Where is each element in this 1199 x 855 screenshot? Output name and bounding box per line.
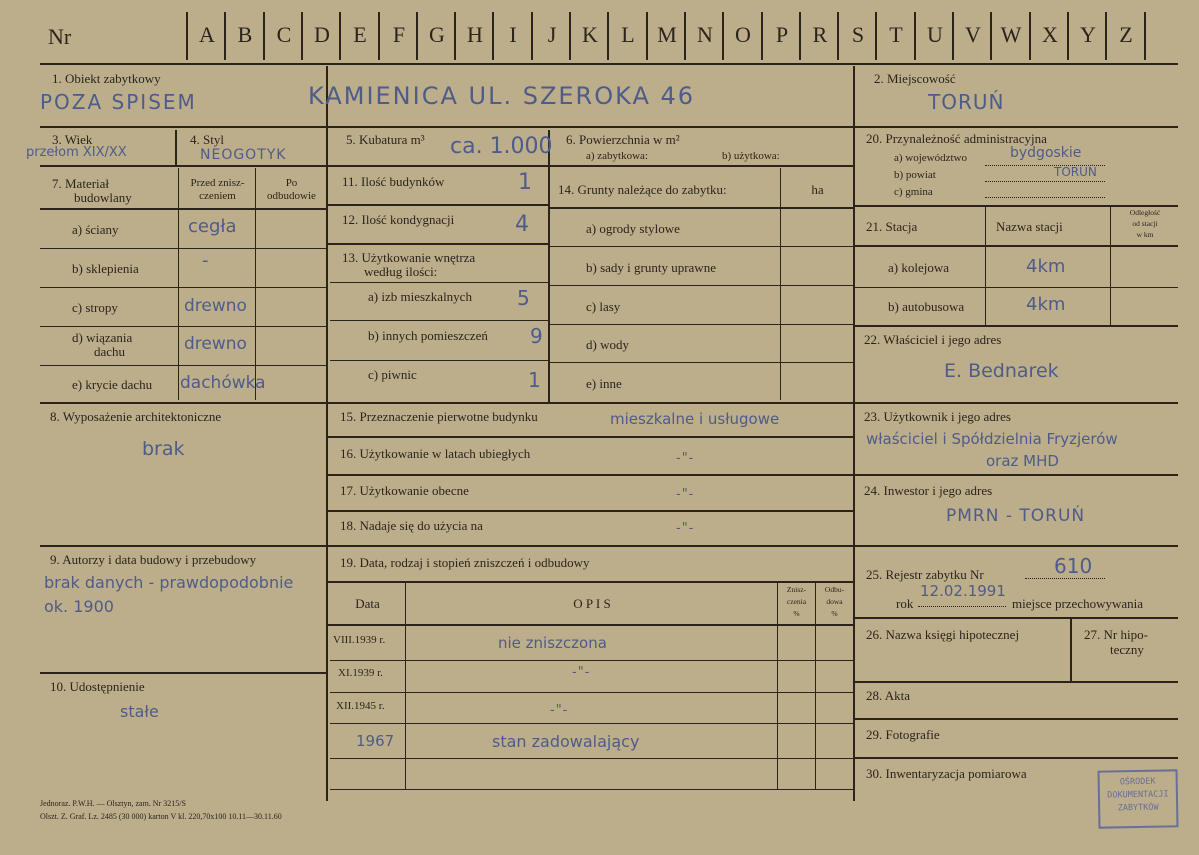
index-letter-p: P: [775, 22, 789, 47]
s6-label: 6. Powierzchnia w m²: [566, 132, 680, 147]
s24-label: 24. Inwestor i jego adres: [864, 483, 993, 498]
s19-col-destr-3: %: [793, 609, 800, 618]
s19-row-1-date: VIII.1939 r.: [333, 634, 386, 646]
divider: [328, 436, 853, 438]
s12-label: 12. Ilość kondygnacji: [342, 212, 455, 227]
s7-row-d-label-2: dachu: [94, 344, 126, 359]
divider: [40, 365, 326, 366]
s23-value-2: oraz MHD: [986, 452, 1059, 470]
divider: [40, 326, 326, 327]
divider: [40, 165, 326, 167]
divider: [855, 617, 1178, 619]
index-letter-v: V: [965, 22, 981, 47]
index-letter-h: H: [467, 22, 483, 47]
divider: [175, 130, 177, 165]
s25-year-label: rok: [896, 596, 914, 611]
s19-row-3-date: XII.1945 r.: [336, 700, 385, 712]
divider: [550, 285, 853, 286]
s21-col-dist-1: Odległość: [1129, 208, 1161, 217]
s7-col-before-2: czeniem: [199, 190, 236, 202]
divider: [550, 207, 853, 209]
s30-label: 30. Inwentaryzacja pomiarowa: [866, 766, 1027, 781]
s20-a-label: a) województwo: [894, 152, 968, 164]
s7-row-e-value: dachówka: [180, 373, 266, 393]
s19-row-1-desc: nie zniszczona: [498, 634, 607, 652]
s21-bus-value: 4km: [1026, 294, 1066, 315]
index-letter-j: J: [547, 22, 557, 47]
divider: [40, 287, 326, 288]
s25-year-value: 12.02.1991: [920, 582, 1006, 600]
s13-c-label: c) piwnic: [368, 367, 417, 382]
divider: [40, 672, 326, 674]
divider: [855, 474, 1178, 476]
s7-row-a-value: cegła: [188, 216, 237, 237]
s3-label: 3. Wiek: [52, 132, 93, 147]
s20-b-value: TORUŃ: [1054, 165, 1097, 179]
index-letter-g: G: [429, 22, 445, 47]
s7-row-d-value: drewno: [184, 334, 247, 354]
s7-row-c-value: drewno: [184, 296, 247, 316]
s13-b-value: 9: [530, 324, 544, 348]
s20-label: 20. Przynależność administracyjna: [866, 131, 1047, 146]
s21-rail-value: 4km: [1026, 256, 1066, 277]
s14-row-d: d) wody: [586, 337, 629, 352]
s21-col-dist-2: od stacji: [1132, 219, 1158, 228]
divider: [855, 757, 1178, 759]
s20-a-value: bydgoskie: [1010, 145, 1082, 161]
divider: [328, 624, 853, 626]
dotted-line: [985, 197, 1105, 198]
divider: [326, 66, 328, 801]
s18-label: 18. Nadaje się do użycia na: [340, 518, 483, 533]
letter-divider: [1144, 12, 1146, 60]
s9-value-2: ok. 1900: [44, 597, 114, 616]
index-letter-e: E: [353, 22, 367, 47]
divider: [1070, 619, 1072, 681]
divider: [855, 325, 1178, 327]
s9-label: 9. Autorzy i data budowy i przebudowy: [50, 552, 257, 567]
s19-col-rebuild-1: Odbu-: [824, 585, 845, 594]
office-stamp: [1098, 769, 1179, 828]
index-letter-r: R: [812, 22, 828, 47]
s7-row-e-label: e) krycie dachu: [72, 377, 153, 392]
index-letter-y: Y: [1080, 22, 1096, 47]
s19-row-4-date: 1967: [356, 732, 395, 750]
index-letter-s: S: [851, 22, 865, 47]
s7-col-after-2: odbudowie: [267, 190, 316, 202]
s7-col-before: Przed znisz-: [190, 177, 245, 189]
index-letter-f: F: [392, 22, 406, 47]
index-letter-b: B: [237, 22, 253, 47]
index-letter-o: O: [735, 22, 751, 47]
s14-row-b: b) sady i grunty uprawne: [586, 260, 716, 275]
divider: [40, 208, 326, 210]
s6-b-label: b) użytkowa:: [722, 150, 780, 162]
s13-c-value: 1: [528, 368, 542, 392]
divider: [328, 474, 853, 476]
s27-label-1: 27. Nr hipo-: [1084, 627, 1148, 642]
dotted-line: [985, 181, 1105, 182]
stamp-line-2: DOKUMENTACJI: [1107, 789, 1169, 801]
s9-value-1: brak danych - prawdopodobnie: [44, 573, 294, 592]
s24-value: PMRN - TORUŃ: [946, 506, 1086, 526]
divider: [855, 681, 1178, 683]
s10-label: 10. Udostępnienie: [50, 679, 145, 694]
s23-label: 23. Użytkownik i jego adres: [864, 409, 1011, 424]
s8-label: 8. Wyposażenie architektoniczne: [50, 409, 222, 424]
s4-value: NEOGOTYK: [200, 147, 287, 163]
index-letter-w: W: [1000, 22, 1022, 47]
s19-row-2-desc: -"-: [572, 665, 591, 680]
divider: [328, 243, 548, 245]
s11-label: 11. Ilość budynków: [342, 174, 445, 189]
s7-label-2: budowlany: [74, 190, 132, 205]
stamp-line-3: ZABYTKÓW: [1117, 802, 1159, 814]
divider: [40, 248, 326, 249]
divider: [330, 789, 853, 790]
s21-label: 21. Stacja: [866, 219, 918, 234]
s19-col-destr-2: czenia: [786, 597, 807, 606]
s19-col-desc: O P I S: [573, 596, 611, 611]
index-letter-c: C: [276, 22, 292, 47]
index-letter-t: T: [889, 22, 903, 47]
s19-col-date: Data: [355, 596, 380, 611]
index-letter-l: L: [621, 22, 635, 47]
divider: [330, 660, 853, 661]
s7-label-1: 7. Materiał: [52, 176, 110, 191]
s28-label: 28. Akta: [866, 688, 911, 703]
index-letter-x: X: [1042, 22, 1058, 47]
s7-row-d-label: d) wiązania: [72, 330, 133, 345]
footer-line-2: Olszt. Z. Graf. Lz. 2485 (30 000) karton V kl. 220,70x100 10.11—30.11.60: [40, 812, 282, 821]
s14-row-e: e) inne: [586, 376, 622, 391]
divider: [853, 66, 855, 801]
s7-row-a-label: a) ściany: [72, 222, 119, 237]
s22-value: E. Bednarek: [944, 360, 1059, 382]
s2-label: 2. Miejscowość: [874, 71, 956, 86]
s14-unit: ha: [811, 182, 824, 197]
divider: [1110, 207, 1111, 325]
s22-label: 22. Właściciel i jego adres: [864, 332, 1002, 347]
header-rule: [40, 63, 1178, 65]
s18-value: -"-: [676, 521, 695, 536]
s1-label: 1. Obiekt zabytkowy: [52, 71, 161, 86]
s20-c-label: c) gmina: [894, 186, 933, 198]
nr-label: Nr: [48, 24, 72, 49]
divider: [330, 320, 548, 321]
s21-col-dist-3: w km: [1136, 230, 1154, 239]
dotted-line: [918, 606, 1006, 607]
divider: [985, 207, 986, 325]
s19-col-destr-1: Znisz-: [786, 585, 807, 594]
s19-row-3-desc: -"-: [550, 703, 569, 718]
divider: [550, 362, 853, 363]
s16-value: -"-: [676, 451, 695, 466]
index-letter-d: D: [314, 22, 330, 47]
s2-value: TORUŃ: [928, 90, 1005, 114]
divider: [330, 282, 548, 283]
s12-value: 4: [515, 212, 530, 237]
divider: [780, 168, 781, 400]
index-letter-i: I: [509, 22, 517, 47]
divider: [550, 246, 853, 247]
s15-label: 15. Przeznaczenie pierwotne budynku: [340, 409, 538, 424]
s17-label: 17. Użytkowanie obecne: [340, 483, 469, 498]
s19-row-2-date: XI.1939 r.: [338, 667, 383, 679]
stamp-line-1: OŚRODEK: [1119, 776, 1156, 788]
s25-label: 25. Rejestr zabytku Nr: [866, 567, 984, 582]
s13-b-label: b) innych pomieszczeń: [368, 328, 488, 343]
s27-label-2: teczny: [1110, 642, 1144, 657]
divider: [855, 287, 1178, 288]
divider: [330, 360, 548, 361]
s19-col-rebuild-2: dowa: [826, 597, 843, 606]
s5-label: 5. Kubatura m³: [346, 132, 425, 147]
s21-col-name: Nazwa stacji: [996, 219, 1063, 234]
footer-line-1: Jednoraz. P.W.H. — Olsztyn, zam. Nr 3215/S: [40, 799, 186, 808]
divider: [330, 692, 853, 693]
divider: [40, 402, 1178, 404]
s10-value: stałe: [120, 702, 159, 721]
divider: [40, 126, 1178, 128]
index-letter-m: M: [657, 22, 677, 47]
s23-value-1: właściciel i Spółdzielnia Fryzjerów: [866, 430, 1118, 448]
s29-label: 29. Fotografie: [866, 727, 940, 742]
index-letter-k: K: [582, 22, 598, 47]
s8-value: brak: [142, 438, 185, 460]
s17-value: -"-: [676, 487, 695, 502]
s14-label: 14. Grunty należące do zabytku:: [558, 182, 727, 197]
divider: [328, 165, 853, 167]
s15-value: mieszkalne i usługowe: [610, 410, 780, 428]
divider: [328, 581, 853, 583]
s1-value: KAMIENICA UL. SZEROKA 46: [308, 82, 696, 110]
s13-label-1: 13. Użytkowanie wnętrza: [342, 250, 476, 265]
index-letter-z: Z: [1119, 22, 1133, 47]
s11-value: 1: [518, 170, 533, 195]
s6-a-label: a) zabytkowa:: [586, 150, 648, 162]
s13-a-label: a) izb mieszkalnych: [368, 289, 472, 304]
s7-col-after: Po: [285, 177, 298, 189]
divider: [855, 718, 1178, 720]
s14-row-c: c) lasy: [586, 299, 621, 314]
divider: [550, 324, 853, 325]
divider: [328, 510, 853, 512]
s21-bus-label: b) autobusowa: [888, 299, 965, 314]
s5-value: ca. 1.000: [450, 134, 553, 159]
s3-value: przełom XIX/XX: [26, 145, 127, 160]
index-letter-a: A: [199, 22, 215, 47]
divider: [328, 204, 548, 206]
s7-row-b-value: -: [202, 250, 210, 271]
index-letter-u: U: [927, 22, 943, 47]
s19-label: 19. Data, rodzaj i stopień zniszczeń i odbudowy: [340, 555, 590, 570]
divider: [855, 205, 1178, 207]
s26-label: 26. Nazwa księgi hipotecznej: [866, 627, 1020, 642]
s16-label: 16. Użytkowanie w latach ubiegłych: [340, 446, 531, 461]
divider: [40, 545, 1178, 547]
s13-label-2: według ilości:: [364, 264, 438, 279]
divider: [330, 758, 853, 759]
s21-rail-label: a) kolejowa: [888, 260, 950, 275]
divider: [330, 723, 853, 724]
s20-b-label: b) powiat: [894, 169, 936, 181]
divider: [855, 245, 1178, 247]
s25-place-label: miejsce przechowywania: [1012, 596, 1144, 611]
s25-number: 610: [1054, 554, 1093, 578]
s7-row-b-label: b) sklepienia: [72, 261, 139, 276]
dotted-line: [1025, 578, 1105, 579]
s19-row-4-desc: stan zadowalający: [492, 732, 640, 751]
s13-a-value: 5: [517, 286, 531, 310]
s4-label: 4. Styl: [190, 132, 224, 147]
s14-row-a: a) ogrody stylowe: [586, 221, 680, 236]
s19-col-rebuild-3: %: [831, 609, 838, 618]
s7-row-c-label: c) stropy: [72, 300, 118, 315]
index-letter-n: N: [697, 22, 713, 47]
s1-side-note: POZA SPISEM: [40, 90, 197, 114]
